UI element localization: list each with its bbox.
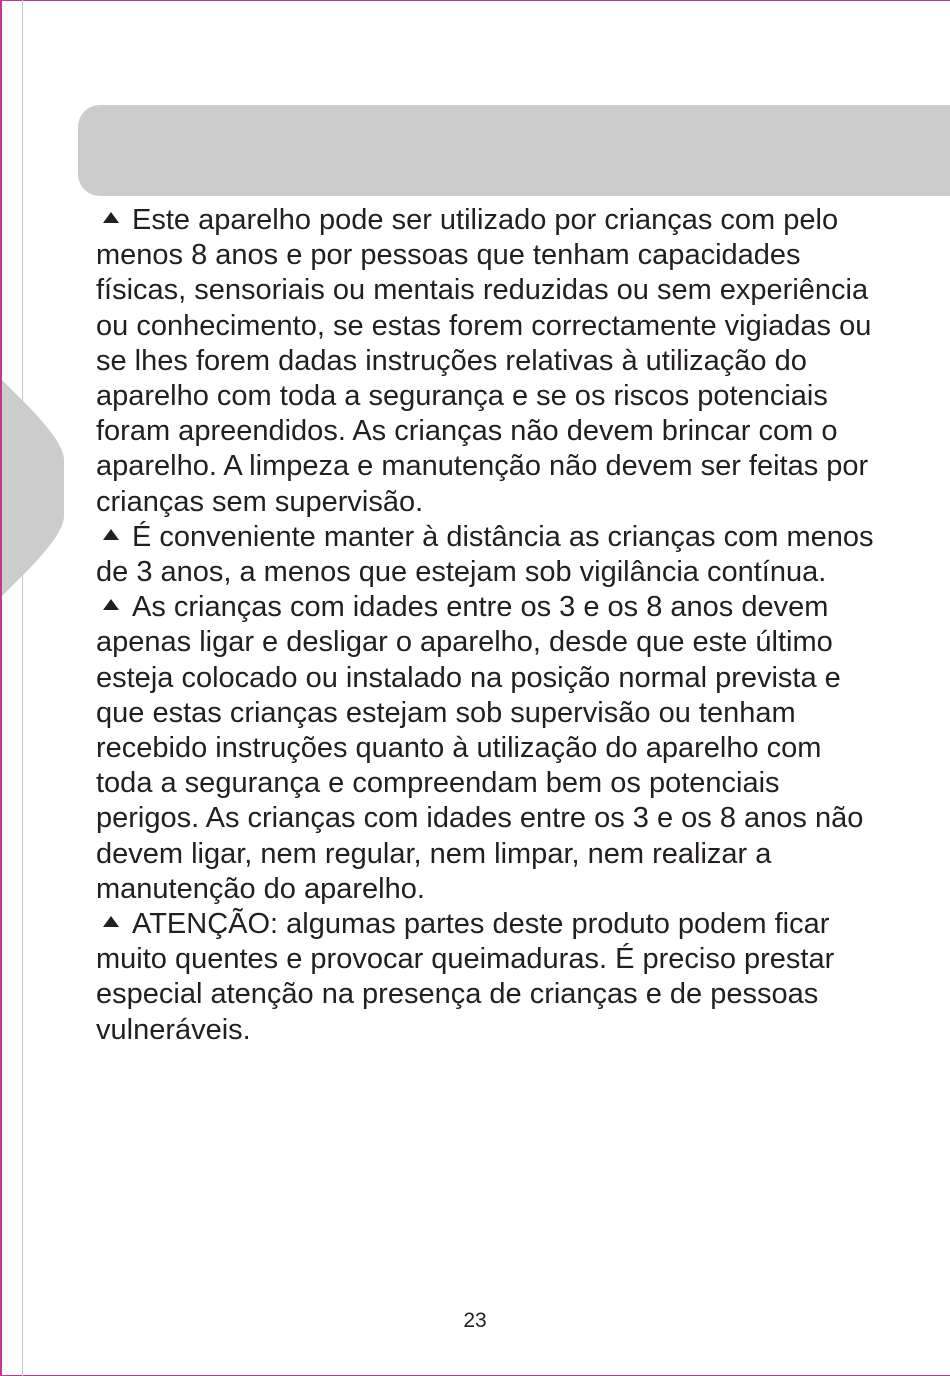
- side-tab: [2, 380, 64, 596]
- triangle-up-icon: [103, 599, 119, 610]
- triangle-up-icon: [103, 529, 119, 540]
- safety-instructions: [96, 203, 876, 1048]
- paragraph-text: É conveniente manter à distância as crianças com menos de 3 anos, a menos que estejam sob vigilância contínua.: [96, 520, 874, 589]
- paragraph-age-3-8: [96, 590, 876, 907]
- paragraph-text: ATENÇÃO: algumas partes deste produto podem ficar muito quentes e provocar queimaduras. É preciso prestar especial atenção na presença de crianças e de pessoas vulneráveis.: [96, 908, 835, 1046]
- paragraph-attention-hot: [96, 907, 876, 1048]
- paragraph-text: As crianças com idades entre os 3 e os 8 anos devem apenas ligar e desligar o aparelho, desde que este último esteja colocado ou instalado na posição normal prevista e que estas crianças estejam sob supervisão ou tenham recebido instruções quanto à utilização do aparelho com toda a segurança e compreendam bem os potenciais perigos. As crianças com idades entre os 3 e os 8 anos não devem ligar, nem regular, nem limpar, nem realizar a manutenção do aparelho.: [96, 591, 864, 905]
- paragraph-children-use: [96, 203, 876, 520]
- triangle-up-icon: [103, 916, 119, 927]
- crop-line: [22, 0, 23, 1376]
- section-header-bar: [78, 105, 950, 196]
- paragraph-text: Este aparelho pode ser utilizado por crianças com pelo menos 8 anos e por pessoas que tenham capacidades físicas, sensoriais ou mentais reduzidas ou sem experiência ou conhecimento, se estas forem correctamente vigiadas ou se lhes forem dadas instruções relativas à utilização do aparelho com toda a segurança e se os riscos potenciais foram apreendidos. As crianças não devem brincar com o aparelho. A limpeza e manutenção não devem ser feitas por crianças sem supervisão.: [96, 204, 872, 518]
- paragraph-keep-distance: [96, 520, 876, 590]
- page-number: 23: [463, 1309, 487, 1332]
- triangle-up-icon: [103, 212, 119, 223]
